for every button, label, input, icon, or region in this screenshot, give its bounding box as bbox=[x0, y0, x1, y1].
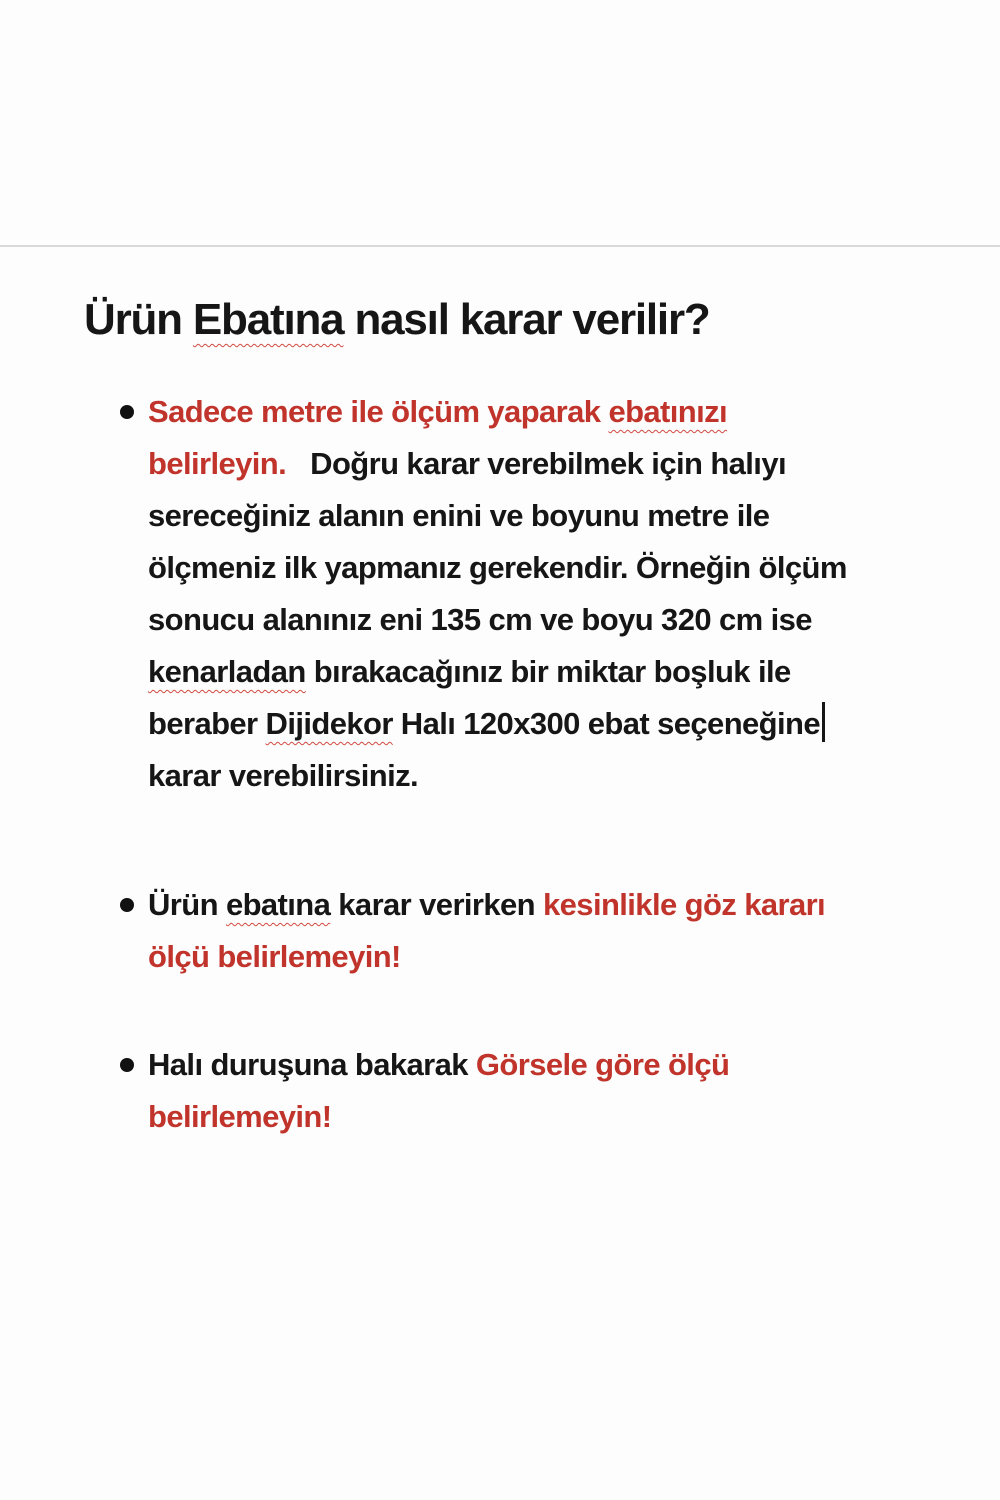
text-segment: sereceğiniz alanın enini ve boyunu metre ile bbox=[148, 498, 770, 533]
text-segment: Doğru karar verebilmek için halıyı bbox=[286, 446, 786, 481]
misspelled-word: ebatınızı bbox=[608, 394, 728, 429]
text-segment: Halı duruşuna bakarak bbox=[148, 1047, 476, 1082]
text-segment: beraber bbox=[148, 706, 266, 741]
text-segment: bırakacağınız bir miktar boşluk ile bbox=[305, 654, 791, 689]
bullet-text bbox=[148, 386, 984, 802]
bullet-text bbox=[148, 879, 984, 983]
text-line bbox=[148, 542, 984, 594]
text-segment: nasıl karar verilir? bbox=[343, 295, 710, 344]
text-segment: karar verirken bbox=[330, 887, 544, 922]
list-item bbox=[84, 1039, 984, 1143]
bullet-dot-icon bbox=[120, 898, 134, 912]
text-line bbox=[148, 879, 984, 931]
misspelled-word: Dijidekor bbox=[265, 706, 393, 741]
text-line bbox=[148, 698, 984, 750]
text-segment: ölçmeniz ilk yapmanız gerekendir. Örneğin ölçüm bbox=[148, 550, 847, 585]
text-segment: Ürün bbox=[148, 887, 226, 922]
misspelled-word: kenarladan bbox=[148, 654, 306, 689]
bullet-dot-icon bbox=[120, 405, 134, 419]
text-segment: karar verebilirsiniz. bbox=[148, 758, 419, 793]
text-segment: belirleyin. bbox=[148, 446, 287, 481]
list-item bbox=[84, 386, 984, 802]
list-item bbox=[84, 879, 984, 983]
text-segment: ölçü belirlemeyin! bbox=[148, 939, 401, 974]
text-segment: Görsele göre ölçü bbox=[475, 1047, 730, 1082]
text-line bbox=[148, 1091, 984, 1143]
text-cursor bbox=[822, 702, 825, 742]
text-segment: Halı 120x300 ebat seçeneğine bbox=[392, 706, 820, 741]
text-line bbox=[148, 490, 984, 542]
text-line bbox=[148, 594, 984, 646]
bullet-text bbox=[148, 1039, 984, 1143]
text-line bbox=[148, 438, 984, 490]
text-segment bbox=[820, 706, 825, 741]
bullet-dot-icon bbox=[120, 1058, 134, 1072]
text-line bbox=[148, 386, 984, 438]
page-title bbox=[84, 294, 710, 346]
misspelled-word: ebatına bbox=[225, 887, 331, 922]
text-segment: Ürün bbox=[84, 295, 193, 344]
text-line bbox=[148, 646, 984, 698]
text-segment: Sadece metre ile ölçüm yaparak bbox=[148, 394, 609, 429]
divider-line bbox=[0, 245, 1000, 247]
text-line bbox=[148, 1039, 984, 1091]
text-line bbox=[148, 750, 984, 802]
text-line bbox=[148, 931, 984, 983]
text-segment: sonucu alanınız eni 135 cm ve boyu 320 cm ise bbox=[148, 602, 812, 637]
text-segment: kesinlikle göz kararı bbox=[543, 887, 826, 922]
misspelled-word: Ebatına bbox=[192, 295, 344, 344]
text-segment: belirlemeyin! bbox=[148, 1099, 332, 1134]
